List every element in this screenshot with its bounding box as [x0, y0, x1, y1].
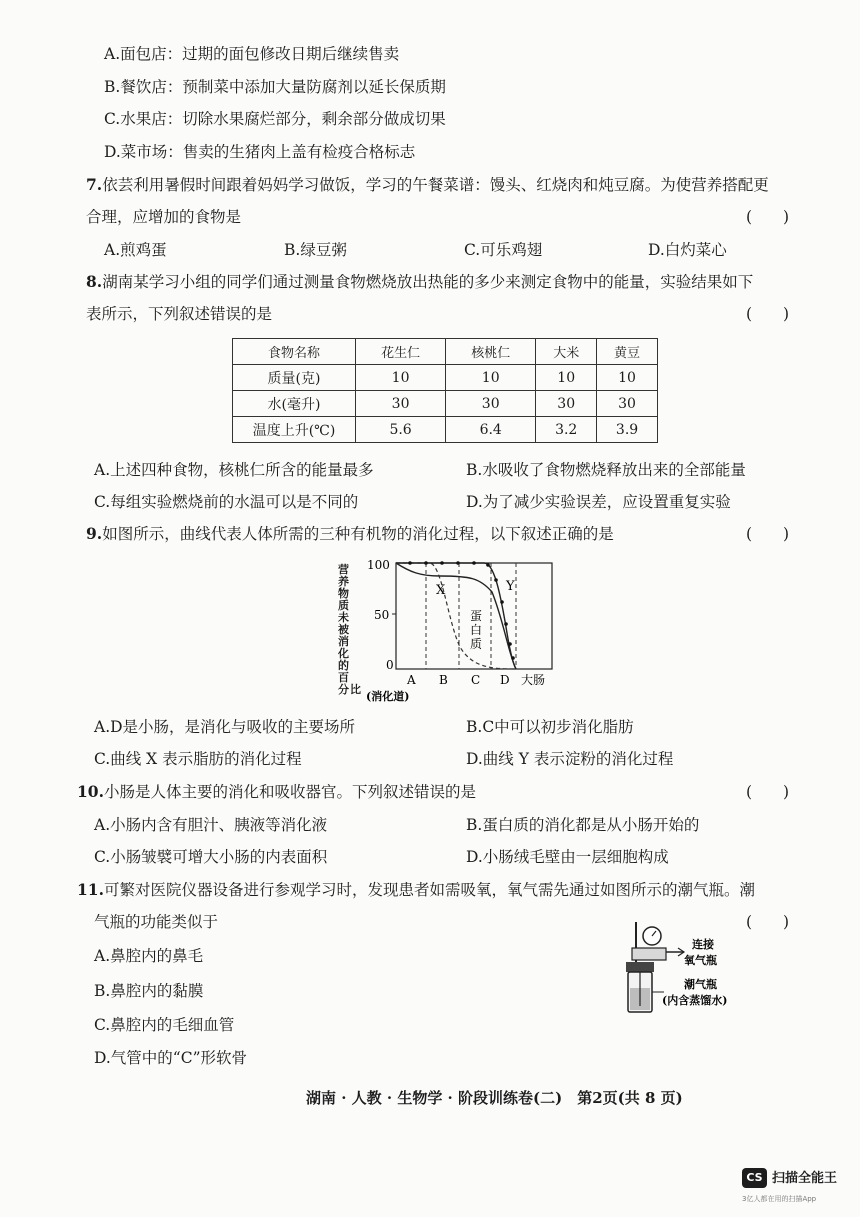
table-cell: 3.2	[536, 417, 597, 443]
page-footer: 湖南 · 人教 · 生物学 · 阶段训练卷(二) 第2页(共 8 页)	[306, 1089, 683, 1107]
q8-option-a: A.上述四种食物，核桃仁所含的能量最多	[94, 461, 374, 479]
q7-option-c: C.可乐鸡翅	[464, 241, 543, 259]
q11-number: 11.	[77, 880, 104, 899]
q8-stem-line1	[86, 271, 753, 293]
q10-answer-paren: ( )	[746, 783, 790, 801]
x-tick-label: D	[500, 673, 510, 687]
table-header-cell: 大米	[536, 339, 597, 365]
curve-x	[396, 563, 516, 669]
y-label-char: 化	[338, 647, 349, 660]
table-cell: 10	[446, 365, 536, 391]
q10-option-b: B.蛋白质的消化都是从小肠开始的	[466, 816, 700, 834]
curve-dashed	[396, 563, 516, 669]
q8-option-b: B.水吸收了食物燃烧释放出来的全部能量	[466, 461, 746, 479]
table-cell: 6.4	[446, 417, 536, 443]
q8-stem-text: 湖南某学习小组的同学们通过测量食物燃烧放出热能的多少来测定食物中的能量，实验结果如下	[102, 273, 754, 291]
q7-option-a: A.煎鸡蛋	[104, 241, 167, 259]
q10-option-d: D.小肠绒毛壁由一层细胞构成	[466, 848, 669, 866]
table-header-cell: 核桃仁	[446, 339, 536, 365]
table-header-cell: 花生仁	[356, 339, 446, 365]
q8-number: 8.	[86, 272, 103, 291]
camscanner-logo-icon: CS	[742, 1168, 767, 1188]
q11-stem-line2: 气瓶的功能类似于	[94, 913, 219, 931]
q11-stem-line1	[77, 879, 755, 901]
x-tick-label: A	[407, 673, 416, 687]
q10-option-a: A.小肠内含有胆汁、胰液等消化液	[94, 816, 328, 834]
q7-option-b: B.绿豆粥	[284, 241, 347, 259]
y-label-char: 被	[338, 623, 349, 636]
q6-option-a: A.面包店：过期的面包修改日期后继续售卖	[104, 45, 400, 63]
x-tick-label: C	[471, 673, 481, 687]
y-tick-label: 100	[367, 558, 390, 572]
protein-label-char: 蛋	[470, 609, 483, 623]
q11-stem-text: 可繁对医院仪器设备进行参观学习时，发现患者如需吸氧，氧气需先通过如图所示的潮气瓶。潮	[103, 881, 755, 899]
y-label-char: 消	[338, 635, 349, 648]
curve-x-label: X	[436, 583, 446, 598]
table-cell: 30	[597, 391, 658, 417]
x-tick-label: B	[439, 673, 448, 687]
y-label-char: 百	[338, 671, 349, 684]
q11-option-d: D.气管中的“C”形软骨	[94, 1049, 248, 1067]
q11-option-a: A.鼻腔内的鼻毛	[94, 947, 204, 965]
curve-y	[396, 563, 516, 669]
q10-number: 10.	[77, 782, 104, 801]
q7-stem-line2: 合理，应增加的食物是	[86, 208, 242, 226]
y-tick-label: 0	[386, 658, 394, 672]
y-label-char: 的	[338, 659, 349, 672]
humidifier-bottle-figure	[618, 918, 748, 1018]
label-humidifier: 潮气瓶	[684, 978, 717, 991]
digestion-curve-figure	[330, 552, 570, 707]
q9-answer-paren: ( )	[746, 525, 790, 543]
q9-stem-text: 如图所示，曲线代表人体所需的三种有机物的消化过程，以下叙述正确的是	[102, 525, 614, 543]
label-distilled-water: (内含蒸馏水)	[662, 994, 728, 1007]
table-cell: 10	[356, 365, 446, 391]
table-header-row	[233, 339, 658, 365]
q8-answer-paren: ( )	[746, 305, 790, 323]
q9-option-c: C.曲线 X 表示脂肪的消化过程	[94, 750, 302, 768]
label-oxygen-bottle: 氧气瓶	[684, 954, 717, 967]
y-label-char: 未	[338, 611, 349, 624]
q7-stem-line1	[86, 174, 769, 196]
q8-stem-line2: 表所示，下列叙述错误的是	[86, 305, 273, 323]
curve-y-label: Y	[506, 579, 515, 594]
food-energy-table	[232, 338, 658, 443]
y-label-char: 营	[338, 563, 349, 576]
x-axis-caption: (消化道)	[366, 690, 410, 703]
q11-option-b: B.鼻腔内的黏膜	[94, 982, 204, 1000]
q9-option-a: A.D是小肠，是消化与吸收的主要场所	[94, 718, 356, 736]
table-cell: 5.6	[356, 417, 446, 443]
table-cell: 质量(克)	[233, 365, 356, 391]
table-cell: 温度上升(℃)	[233, 417, 356, 443]
q11-option-c: C.鼻腔内的毛细血管	[94, 1016, 235, 1034]
q6-option-c: C.水果店：切除水果腐烂部分，剩余部分做成切果	[104, 110, 446, 128]
table-cell: 30	[536, 391, 597, 417]
q7-answer-paren: ( )	[746, 208, 790, 226]
q6-option-b: B.餐饮店：预制菜中添加大量防腐剂以延长保质期	[104, 78, 446, 96]
bottle-cap	[626, 962, 654, 972]
y-tick-label: 50	[374, 608, 390, 622]
y-label-char: 物	[338, 587, 349, 600]
q9-stem	[86, 523, 614, 545]
q6-option-d: D.菜市场：售卖的生猪肉上盖有检疫合格标志	[104, 143, 416, 161]
q9-option-d: D.曲线 Y 表示淀粉的消化过程	[466, 750, 674, 768]
x-tick-label: 大肠	[521, 673, 546, 687]
table-header-cell: 食物名称	[233, 339, 356, 365]
protein-label-char: 白	[470, 623, 483, 637]
table-cell: 水(毫升)	[233, 391, 356, 417]
table-row	[233, 365, 658, 391]
q7-number: 7.	[86, 175, 103, 194]
q8-option-c: C.每组实验燃烧前的水温可以是不同的	[94, 493, 359, 511]
table-cell: 30	[446, 391, 536, 417]
y-label-char: 养	[338, 575, 349, 588]
label-connect: 连接	[692, 938, 714, 951]
regulator-valve	[632, 948, 666, 960]
protein-label-char: 质	[470, 637, 483, 651]
camscanner-tagline: 3亿人都在用的扫描App	[742, 1195, 817, 1203]
table-row	[233, 417, 658, 443]
q7-stem-text: 依芸利用暑假时间跟着妈妈学习做饭，学习的午餐菜谱：馒头、红烧肉和炖豆腐。为使营养搭配更	[102, 176, 769, 194]
camscanner-name: 扫描全能王	[772, 1171, 838, 1186]
y-label-char: 质	[338, 599, 349, 612]
table-row	[233, 391, 658, 417]
q9-option-b: B.C中可以初步消化脂肪	[466, 718, 634, 736]
table-cell: 10	[536, 365, 597, 391]
q7-option-d: D.白灼菜心	[648, 241, 727, 259]
table-cell: 10	[597, 365, 658, 391]
q10-option-c: C.小肠皱襞可增大小肠的内表面积	[94, 848, 328, 866]
q10-stem-text: 小肠是人体主要的消化和吸收器官。下列叙述错误的是	[103, 783, 476, 801]
y-label-char: 分	[338, 683, 349, 696]
table-cell: 3.9	[597, 417, 658, 443]
table-cell: 30	[356, 391, 446, 417]
q10-stem	[77, 781, 476, 803]
table-header-cell: 黄豆	[597, 339, 658, 365]
q11-answer-paren: ( )	[746, 913, 790, 931]
q9-number: 9.	[86, 524, 103, 543]
y-label-char: 比	[350, 683, 361, 696]
q8-option-d: D.为了减少实验误差，应设置重复实验	[466, 493, 731, 511]
figure-y-label	[337, 562, 361, 696]
